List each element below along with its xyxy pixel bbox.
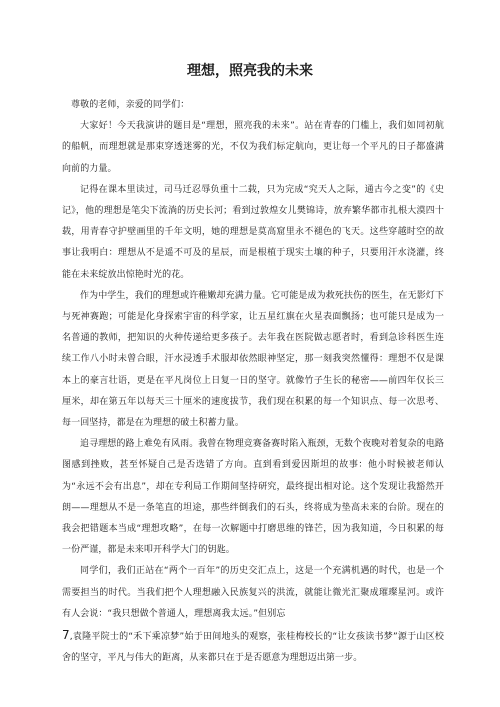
paragraph-5: 同学们，我们正站在“两个一百年”的历史交汇点上，这是一个充满机遇的时代，也是一个需要担当的时代。当我们把个人理想融入民族复兴的洪流，就能让微光汇聚成璀璨星河。或许有人会说：“我只想做个普通人，理想离我太远。”但别忘 — [62, 566, 444, 619]
paragraph-6 — [62, 625, 444, 669]
paragraph-4: 追寻理想的路上难免有风雨。我曾在物理竞赛备赛时陷入瓶颈，无数个夜晚对着复杂的电路图感到挫败，甚至怀疑自己是否选错了方向。直到看到爱因斯坦的故事：他小时候被老师认为“永远不会有出息”，却在专利局工作期间坚持研究，最终提出相对论。这个发现让我豁然开朗——理想从不是一条笔直的坦途，那些绊倒我们的石头，终将成为垫高未来的台阶。现在的我会把错题本当成“理想攻略”，在每一次解题中打磨思维的锋芒，因为我知道，今日积累的每一份严谨，都是未来叩开科学大门的钥匙。 — [62, 439, 445, 556]
paragraph-6-text: ,袁隆平院士的“禾下乘凉梦”始于田间地头的观察，张桂梅校长的“让女孩读书梦”源于山区校舍的坚守，平凡与伟大的距离，从来都只在于是否愿意为理想迈出第一步。 — [62, 632, 444, 664]
stray-number: 7 — [62, 628, 70, 643]
paragraph-2: 记得在课本里读过，司马迁忍辱负重十二载，只为完成“究天人之际，通古今之变”的《史记》，他的理想是笔尖下流淌的历史长河；看到过敦煌女儿樊锦诗，放弃繁华都市扎根大漠四十载，用青春守护壁画里的千年文明，她的理想是莫高窟里永不褪色的飞天。这些穿越时空的故事让我明白：理想从不是遥不可及的星辰，而是根植于现实土壤的种子，只要用汗水浇灌，终能在未来绽放出惊艳时光的花。 — [62, 184, 444, 280]
greeting: 尊敬的老师，亲爱的同学们： — [71, 100, 190, 110]
page-title: 理想，照亮我的未来 — [187, 63, 313, 79]
paragraph-3: 作为中学生，我们的理想或许稚嫩却充满力量。它可能是成为救死扶伤的医生，在无影灯下与死神赛跑；可能是化身探索宇宙的科学家，让五星红旗在火星表面飘扬；也可能只是成为一名普通的教师，把知识的火种传递给更多孩子。去年我在医院做志愿者时，看到急诊科医生连续工作八小时未曾合眼，汗水浸透手术服却依然眼神坚定，那一刻我突然懂得：理想不仅是课本上的豪言壮语，更是在平凡岗位上日复一日的坚守。就像竹子生长的秘密——前四年仅长三厘米，却在第五年以每天三十厘米的速度拔节，我们现在积累的每一个知识点、每一次思考、每一回坚持，都是在为理想的破土积蓄力量。 — [62, 290, 445, 429]
paragraph-1: 大家好！今天我演讲的题目是“理想，照亮我的未来”。站在青春的门槛上，我们如同初航的船帆，而理想就是那束穿透迷雾的光，不仅为我们标定航向，更让每一个平凡的日子都盛满向前的力量。 — [62, 121, 444, 174]
speech-body — [62, 95, 444, 669]
